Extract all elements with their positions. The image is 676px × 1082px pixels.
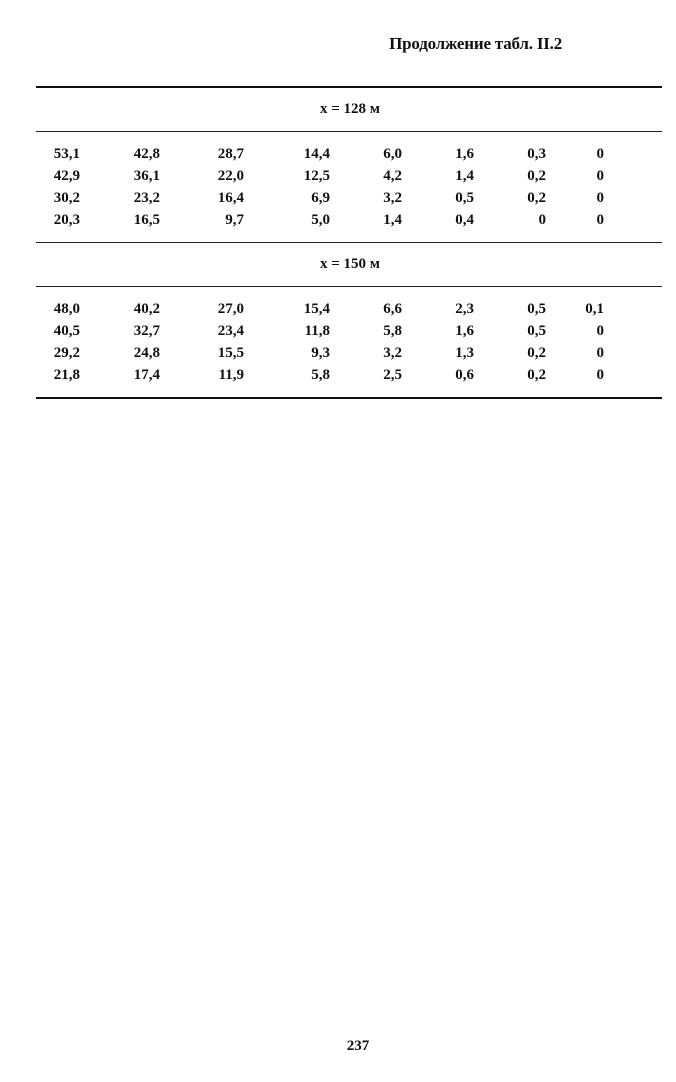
table-cell: 36,1 [133, 168, 160, 184]
table-cell: 14,4 [303, 146, 330, 162]
table-row [36, 190, 662, 212]
table-cell: 15,4 [303, 301, 330, 317]
table-cell: 32,7 [133, 323, 160, 339]
table-cell: 42,9 [53, 168, 80, 184]
table-cell: 23,2 [133, 190, 160, 206]
table-cell: 24,8 [133, 345, 160, 361]
table-row [36, 168, 662, 190]
table-cell: 16,5 [133, 212, 160, 228]
table-cell: 1,4 [383, 212, 402, 228]
table-row [36, 212, 662, 234]
table-row [36, 301, 662, 323]
table-cell: 5,0 [311, 212, 330, 228]
table-cell: 3,2 [383, 345, 402, 361]
table-cell: 16,4 [217, 190, 244, 206]
table-row [36, 367, 662, 389]
table-cell: 48,0 [53, 301, 80, 317]
table-cell: 29,2 [53, 345, 80, 361]
table-row [36, 146, 662, 168]
table-cell: 5,8 [383, 323, 402, 339]
table-cell: 4,2 [383, 168, 402, 184]
table-cell: 0 [596, 190, 604, 206]
table-cell: 42,8 [133, 146, 160, 162]
table-cell: 5,8 [311, 367, 330, 383]
table-cell: 0,2 [527, 190, 546, 206]
table-cell: 1,3 [455, 345, 474, 361]
table-cell: 28,7 [217, 146, 244, 162]
table-cell: 0 [596, 146, 604, 162]
table-cell: 3,2 [383, 190, 402, 206]
table-caption: Продолжение табл. II.2 [389, 34, 562, 53]
table-cell: 0,5 [527, 301, 546, 317]
table-cell: 0,5 [455, 190, 474, 206]
table-cell: 11,9 [218, 367, 244, 383]
table-bottom-rule [36, 397, 662, 399]
table-cell: 0,6 [455, 367, 474, 383]
table-row [36, 345, 662, 367]
table-cell: 0 [538, 212, 546, 228]
table-cell: 11,8 [304, 323, 330, 339]
table-cell: 30,2 [53, 190, 80, 206]
table-cell: 6,6 [383, 301, 402, 317]
table-cell: 0 [596, 367, 604, 383]
table-cell: 15,5 [217, 345, 244, 361]
section-rows [36, 132, 662, 242]
table-cell: 40,5 [53, 323, 80, 339]
table-cell: 9,7 [225, 212, 244, 228]
table-cell: 2,3 [455, 301, 474, 317]
table-cell: 9,3 [311, 345, 330, 361]
table-cell: 17,4 [133, 367, 160, 383]
table-row [36, 323, 662, 345]
section-rows [36, 287, 662, 397]
table-cell: 20,3 [53, 212, 80, 228]
table-cell: 1,4 [455, 168, 474, 184]
table-cell: 0,5 [527, 323, 546, 339]
table-cell: 27,0 [217, 301, 244, 317]
table-cell: 21,8 [53, 367, 80, 383]
table-cell: 53,1 [53, 146, 80, 162]
table-cell: 0,2 [527, 168, 546, 184]
section-title: x = 150 м [319, 256, 380, 272]
section-title: x = 128 м [319, 101, 380, 117]
table-cell: 0,4 [455, 212, 474, 228]
table-cell: 1,6 [455, 323, 474, 339]
data-table [36, 86, 662, 399]
table-cell: 12,5 [303, 168, 330, 184]
table-cell: 0,2 [527, 345, 546, 361]
table-cell: 2,5 [383, 367, 402, 383]
table-cell: 6,0 [383, 146, 402, 162]
table-cell: 0 [596, 323, 604, 339]
table-cell: 0 [596, 345, 604, 361]
table-cell: 6,9 [311, 190, 330, 206]
table-cell: 23,4 [217, 323, 244, 339]
table-cell: 0,1 [585, 301, 604, 317]
table-cell: 40,2 [133, 301, 160, 317]
page-number: 237 [346, 1038, 370, 1054]
table-cell: 0 [596, 212, 604, 228]
table-cell: 22,0 [217, 168, 244, 184]
table-cell: 0 [596, 168, 604, 184]
table-cell: 0,3 [527, 146, 546, 162]
table-cell: 1,6 [455, 146, 474, 162]
table-cell: 0,2 [527, 367, 546, 383]
